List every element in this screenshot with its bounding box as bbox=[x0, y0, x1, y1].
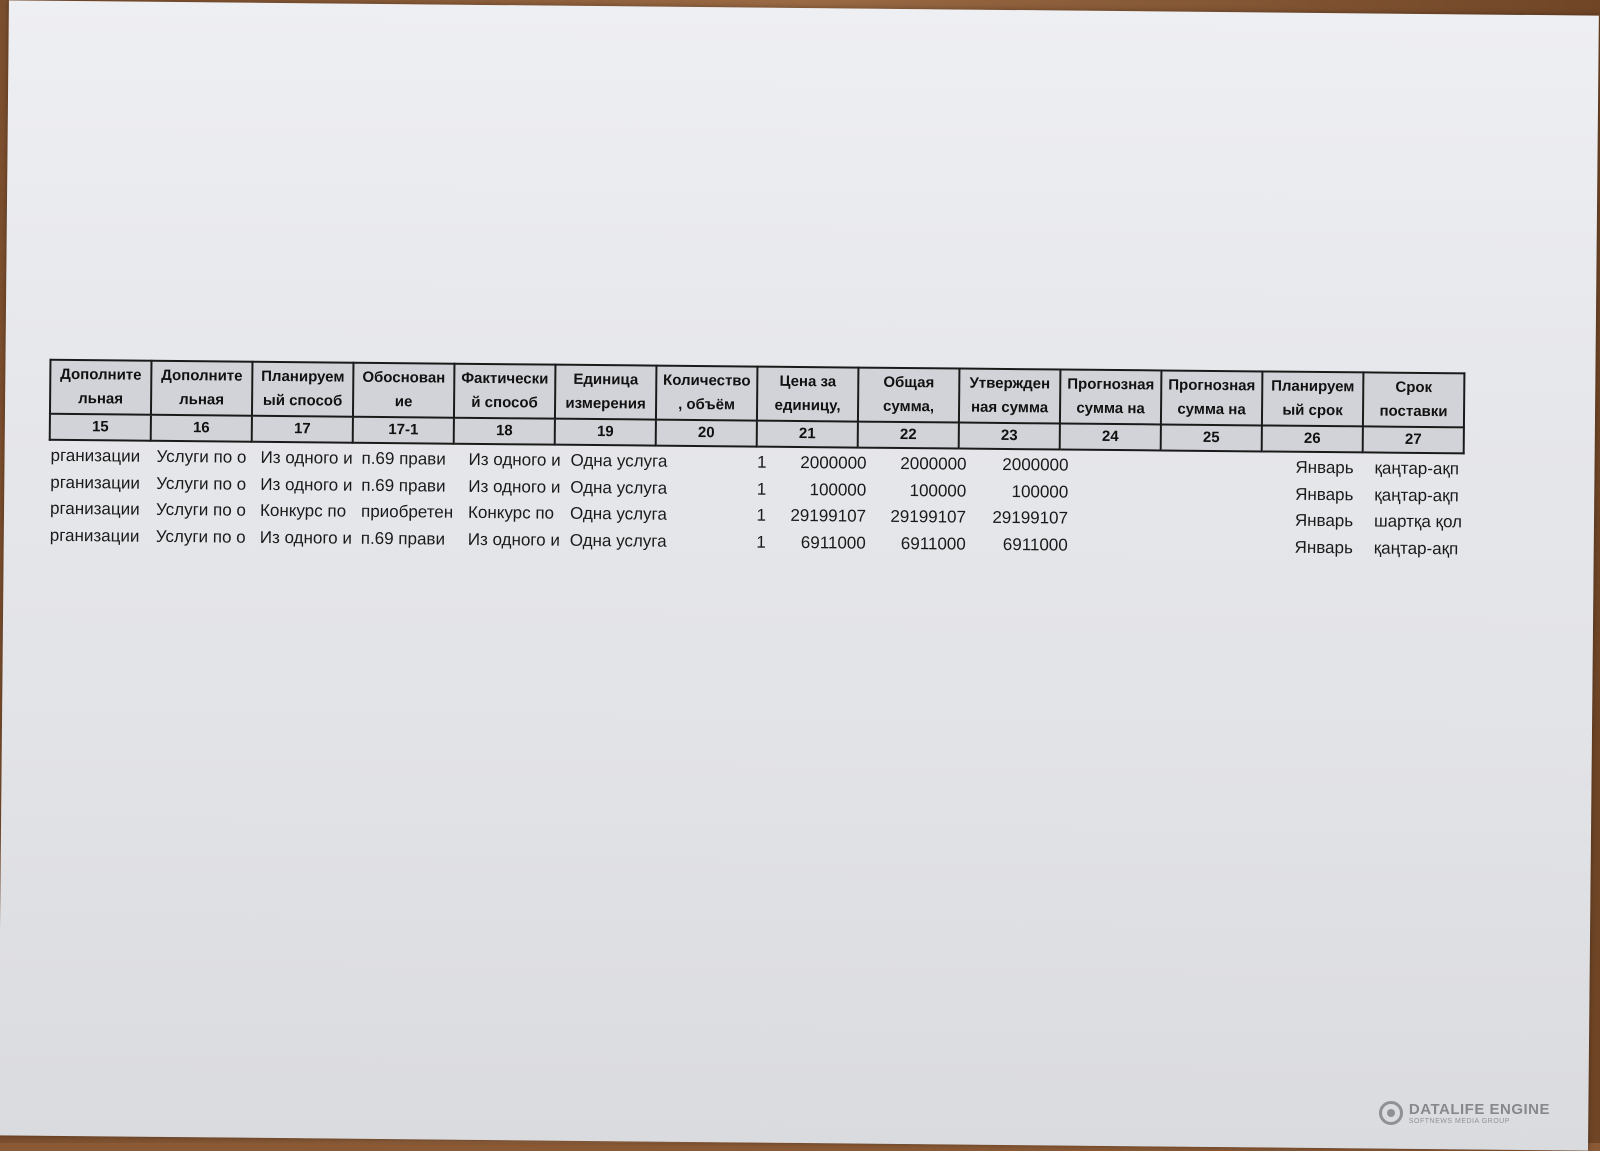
table-cell: қаңтар-ақп bbox=[1374, 485, 1459, 505]
table-body bbox=[48, 443, 1479, 563]
column-header bbox=[656, 366, 758, 421]
table-cell: Из одного и bbox=[467, 529, 560, 550]
column-number: 27 bbox=[1363, 426, 1464, 453]
column-number: 25 bbox=[1161, 424, 1262, 451]
column-header bbox=[1363, 372, 1465, 427]
column-header bbox=[959, 369, 1061, 424]
table-cell bbox=[1070, 506, 1170, 533]
table-cell: Из одного и bbox=[468, 449, 561, 470]
column-header-line: Общая bbox=[883, 373, 935, 392]
table-cell: 6911000 bbox=[1002, 534, 1068, 555]
column-header-line: сумма на bbox=[1177, 400, 1246, 419]
column-header bbox=[50, 360, 152, 415]
table-cell: Услуги по о bbox=[155, 526, 246, 547]
column-number: 17-1 bbox=[353, 417, 454, 444]
table-cell: п.69 прави bbox=[360, 528, 446, 549]
column-header-line: Количество bbox=[663, 371, 751, 390]
watermark-sub: SOFTNEWS MEDIA GROUP bbox=[1408, 1118, 1510, 1125]
table-cell: Одна услуга bbox=[569, 503, 667, 524]
table-cell bbox=[1172, 533, 1272, 560]
column-header bbox=[555, 365, 657, 420]
table-cell: Январь bbox=[1295, 484, 1354, 504]
table-cell: 1 bbox=[756, 532, 766, 552]
column-header-line: ие bbox=[394, 393, 413, 411]
watermark-logo bbox=[1379, 1101, 1550, 1125]
table-cell: 1 bbox=[756, 505, 767, 525]
table-cell: 100000 bbox=[909, 480, 967, 501]
table-cell bbox=[1070, 532, 1170, 559]
table-cell: Одна услуга bbox=[570, 477, 668, 498]
column-header-line: , объём bbox=[678, 395, 736, 414]
table-cell: Одна услуга bbox=[570, 450, 668, 471]
column-number: 26 bbox=[1262, 425, 1363, 452]
column-header-line: Фактически bbox=[461, 369, 549, 388]
column-number: 16 bbox=[151, 415, 252, 442]
table-cell: рганизации bbox=[50, 472, 141, 493]
table-cell: 2000000 bbox=[800, 453, 867, 473]
table-cell: 100000 bbox=[809, 479, 867, 500]
table-cell: п.69 прави bbox=[361, 448, 446, 469]
watermark-main: DATALIFE ENGINE bbox=[1408, 1101, 1550, 1118]
table-cell: Услуги по о bbox=[155, 499, 246, 520]
table-cell: приобретен bbox=[360, 501, 454, 522]
column-header-line: Планируем bbox=[261, 367, 345, 386]
table-cell: Услуги по о bbox=[156, 446, 247, 467]
table-cell: рганизации bbox=[49, 525, 140, 546]
column-header bbox=[252, 362, 354, 417]
table-cell: қаңтар-ақп bbox=[1374, 458, 1460, 479]
column-header-line: ый срок bbox=[1282, 401, 1343, 420]
column-header-line: сумма, bbox=[883, 397, 935, 416]
column-number: 20 bbox=[656, 420, 757, 447]
column-header bbox=[757, 367, 859, 422]
column-header-line: Обоснован bbox=[362, 368, 446, 387]
eye-logo-icon bbox=[1379, 1101, 1403, 1125]
column-header-line: Срок bbox=[1395, 378, 1433, 397]
procurement-table bbox=[49, 359, 1466, 558]
column-header-line: Планируем bbox=[1271, 377, 1355, 396]
table-cell: Конкурс по bbox=[467, 502, 555, 523]
column-header-line: Прогнозная bbox=[1168, 376, 1256, 395]
column-header-line: Утвержден bbox=[969, 374, 1051, 393]
table-cell: Из одного и bbox=[260, 474, 353, 495]
column-number: 21 bbox=[757, 421, 858, 448]
column-header-line: сумма на bbox=[1076, 399, 1145, 418]
table-cell: 6911000 bbox=[900, 533, 966, 554]
table-cell bbox=[1172, 507, 1272, 534]
column-header-line: единицу, bbox=[774, 396, 841, 415]
column-header bbox=[1262, 371, 1364, 426]
table-cell: Из одного и bbox=[259, 527, 352, 548]
column-header-line: ная сумма bbox=[970, 398, 1049, 417]
table-cell: Конкурс по bbox=[259, 500, 347, 521]
table-cell: 29199107 bbox=[790, 505, 867, 526]
column-header-line: Дополните bbox=[60, 365, 142, 384]
column-header-line: поставки bbox=[1379, 402, 1448, 421]
table-cell: Одна услуга bbox=[569, 530, 667, 551]
column-header-line: Цена за bbox=[779, 372, 837, 391]
column-number: 22 bbox=[858, 422, 959, 449]
table-cell: Услуги по о bbox=[156, 473, 247, 494]
column-number: 17 bbox=[252, 416, 353, 443]
column-header-line: ый способ bbox=[262, 391, 343, 410]
table-cell: 6911000 bbox=[800, 532, 866, 553]
watermark-text bbox=[1409, 1101, 1550, 1125]
column-header bbox=[1060, 370, 1162, 425]
table-cell bbox=[1070, 453, 1170, 480]
table-cell: п.69 прави bbox=[361, 475, 446, 496]
table-header bbox=[49, 359, 1466, 455]
table-cell bbox=[1070, 479, 1170, 506]
table-cell: Январь bbox=[1294, 537, 1353, 557]
table-cell bbox=[1172, 454, 1272, 481]
table-cell: 2000000 bbox=[1002, 454, 1069, 475]
column-header-line: льная bbox=[179, 391, 225, 409]
column-number: 15 bbox=[50, 414, 151, 441]
column-header-line: й способ bbox=[471, 393, 538, 412]
column-number: 23 bbox=[959, 423, 1060, 450]
column-header bbox=[353, 363, 455, 418]
column-header-line: измерения bbox=[565, 394, 646, 413]
table-cell: 1 bbox=[756, 479, 767, 499]
table-cell: Из одного и bbox=[260, 447, 353, 468]
column-header bbox=[454, 364, 556, 419]
column-header bbox=[858, 368, 960, 423]
column-number: 24 bbox=[1060, 424, 1161, 451]
column-header-line: Прогнозная bbox=[1067, 375, 1155, 394]
table-cell: қаңтар-ақп bbox=[1373, 538, 1459, 558]
column-header bbox=[151, 361, 253, 416]
column-header-line: Единица bbox=[573, 370, 639, 389]
table-cell: 29199107 bbox=[890, 506, 967, 527]
table-cell: 29199107 bbox=[992, 507, 1069, 528]
column-header-line: льная bbox=[78, 390, 124, 408]
table-cell: 2000000 bbox=[900, 453, 967, 474]
table-cell: Из одного и bbox=[468, 476, 561, 497]
table-cell: Январь bbox=[1295, 457, 1354, 478]
table-cell: шартқа қол bbox=[1373, 511, 1463, 532]
table-cell: 100000 bbox=[1011, 481, 1069, 502]
column-header-line: Дополните bbox=[161, 366, 243, 385]
table-cell: рганизации bbox=[50, 445, 141, 466]
column-number: 19 bbox=[555, 419, 656, 446]
table-cell: 1 bbox=[756, 452, 767, 472]
table-cell bbox=[1172, 480, 1272, 507]
column-number: 18 bbox=[454, 418, 555, 445]
table-cell: Январь bbox=[1294, 510, 1354, 531]
column-header bbox=[1161, 370, 1263, 425]
table-cell: рганизации bbox=[49, 498, 140, 519]
